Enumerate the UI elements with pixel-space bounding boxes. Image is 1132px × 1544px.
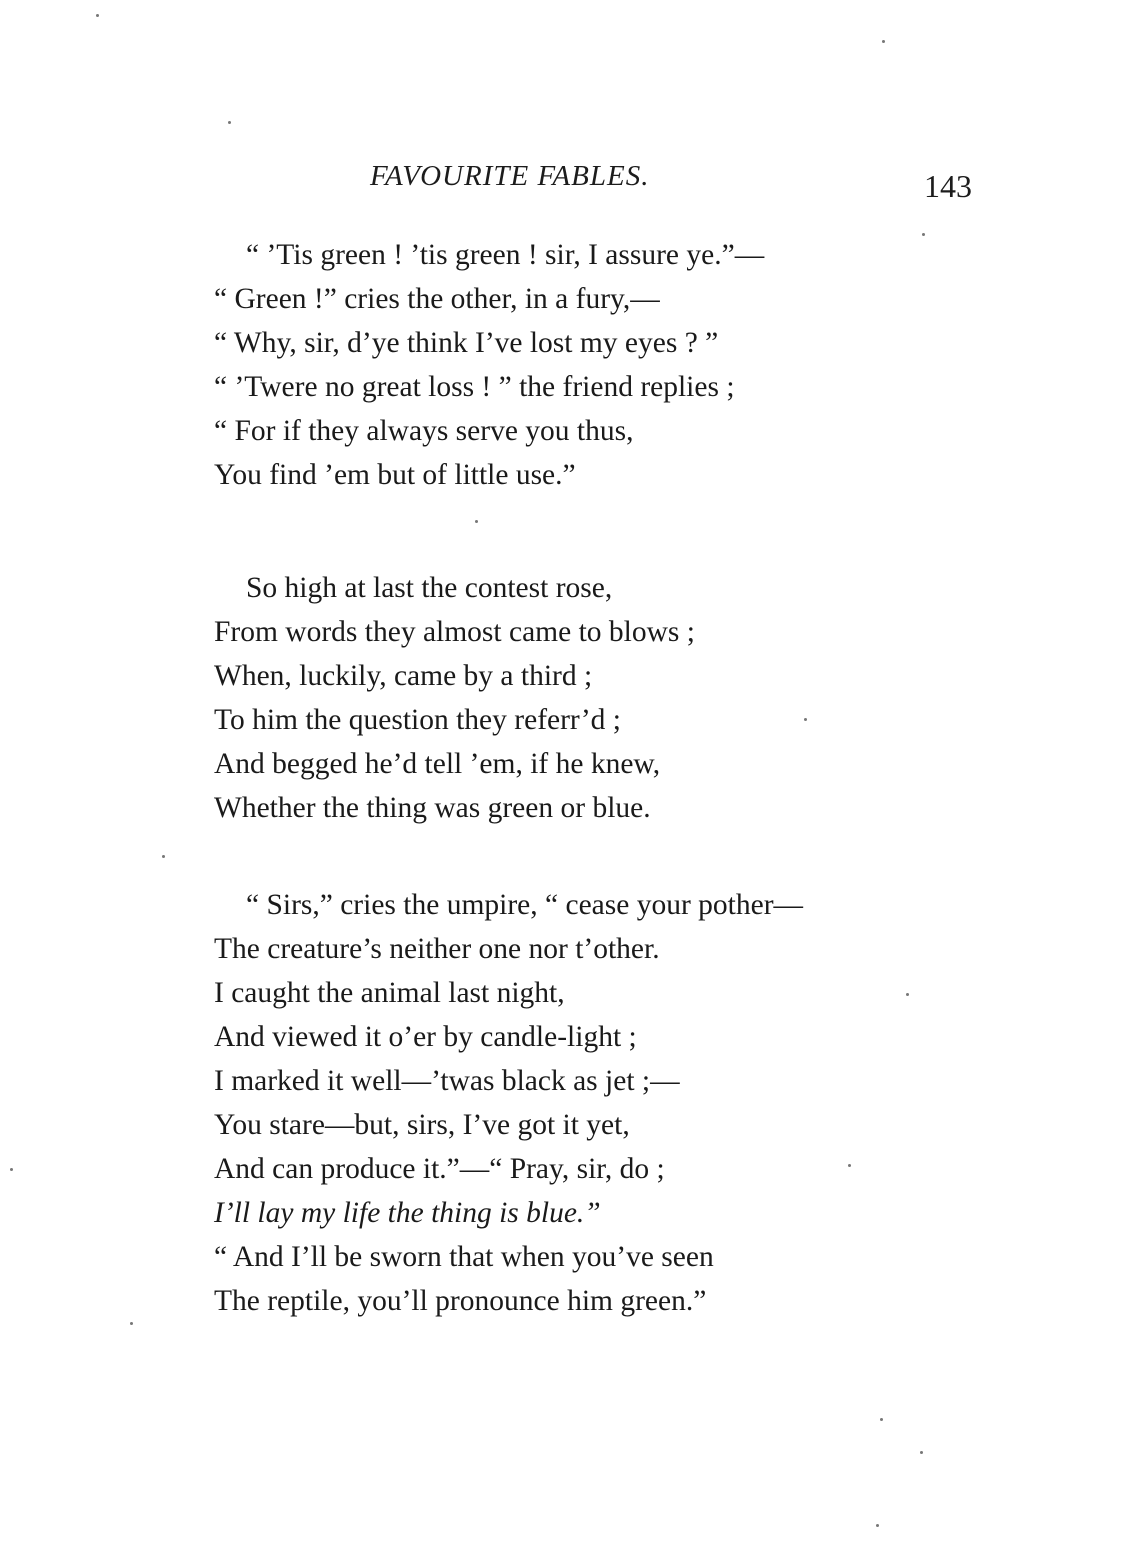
verse-line: And viewed it o’er by candle-light ; [214,1021,637,1053]
scan-speck [922,233,925,236]
verse-line: “ For if they always serve you thus, [214,415,634,447]
verse-line: I caught the animal last night, [214,977,565,1009]
verse-line: “ Green !” cries the other, in a fury,— [214,283,660,315]
page-number: 143 [924,168,972,204]
running-title: FAVOURITE FABLES. [370,160,650,192]
verse-line: “ Why, sir, d’ye think I’ve lost my eyes ? ” [214,327,719,359]
verse-line: Whether the thing was green or blue. [214,792,651,824]
verse-line: I marked it well—’twas black as jet ;— [214,1065,680,1097]
scan-speck [880,1418,883,1421]
verse-line: “ Sirs,” cries the umpire, “ cease your pother— [246,889,804,921]
stanza [214,883,803,1323]
scan-speck [906,993,909,996]
verse-line: The creature’s neither one nor t’other. [214,933,660,965]
stanza [214,233,764,497]
stanza [214,566,695,830]
verse-line: So high at last the contest rose, [246,572,613,604]
scan-speck [475,520,478,523]
scan-speck [162,855,165,858]
scan-speck [848,1164,851,1167]
verse-line: “ ’Tis green ! ’tis green ! sir, I assure ye.”— [246,239,765,271]
verse-line: The reptile, you’ll pronounce him green.” [214,1285,707,1317]
verse-line: “ ’Twere no great loss ! ” the friend replies ; [214,371,735,403]
scan-speck [228,121,231,124]
verse-line: When, luckily, came by a third ; [214,660,593,692]
verse-line: To him the question they referr’d ; [214,704,621,736]
scan-speck [804,718,807,721]
verse-line: And can produce it.”—“ Pray, sir, do ; [214,1153,665,1185]
verse-line: I’ll lay my life the thing is blue.” [214,1197,601,1229]
scan-speck [96,14,99,17]
verse-line: You find ’em but of little use.” [214,459,576,491]
scan-speck [920,1451,923,1454]
scan-speck [10,1168,13,1171]
scan-speck [130,1322,133,1325]
verse-line: And begged he’d tell ’em, if he knew, [214,748,661,780]
verse-line: You stare—but, sirs, I’ve got it yet, [214,1109,630,1141]
verse-line: From words they almost came to blows ; [214,616,695,648]
scan-speck [882,40,885,43]
scan-speck [876,1524,879,1527]
verse-line: “ And I’ll be sworn that when you’ve seen [214,1241,714,1273]
